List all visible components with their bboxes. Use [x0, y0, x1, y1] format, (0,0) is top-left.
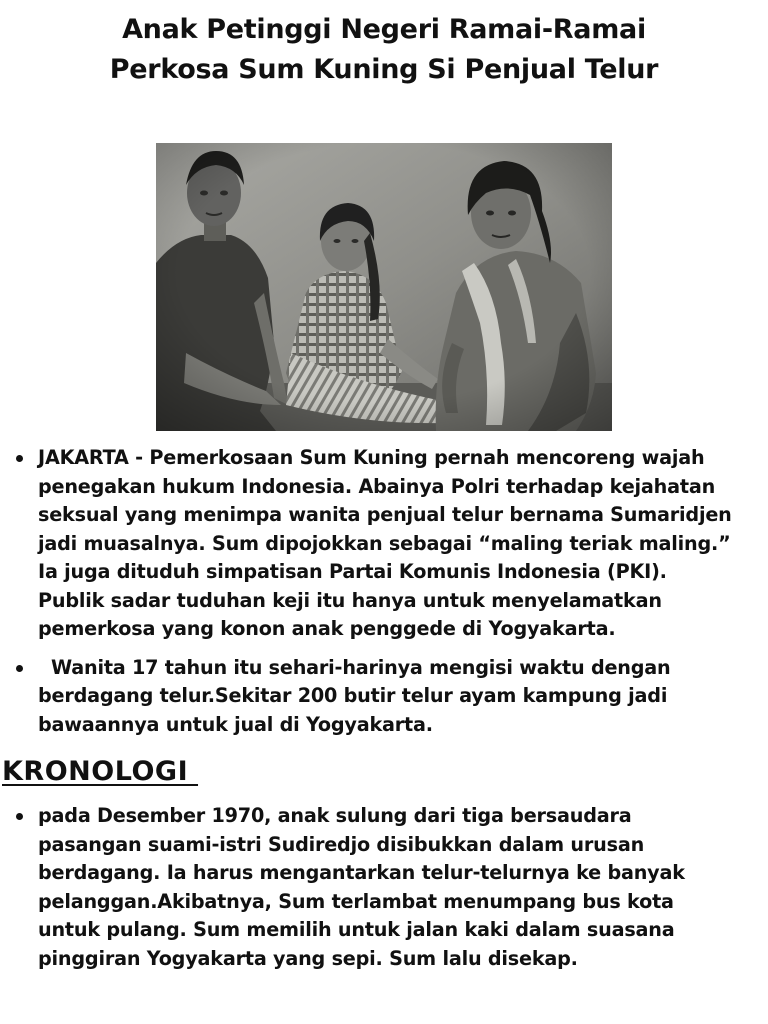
intro-paragraph-1: JAKARTA - Pemerkosaan Sum Kuning pernah mencoreng wajah penegakan hukum Indonesia. Abainya Polri terhadap kejahatan seksual yang menimpa wanita penjual telur bernama Sumaridjen jadi muasalnya. Sum dipojokkan sebagai “maling teriak maling.” Ia juga dituduh simpatisan Partai Komunis Indonesia (PKI). Publik sadar tuduhan keji itu hanya untuk menyelamatkan pemerkosa yang konon anak penggede di Yogyakarta.	[38, 444, 738, 644]
photo-image	[156, 143, 612, 431]
article-title: Anak Petinggi Negeri Ramai-Ramai Perkosa Sum Kuning Si Penjual Telur	[109, 14, 659, 85]
chronology-list	[38, 802, 738, 983]
chronology-paragraph-1: pada Desember 1970, anak sulung dari tiga bersaudara pasangan suami-istri Sudiredjo disibukkan dalam urusan berdagang. Ia harus mengantarkan telur-telurnya ke banyak pelanggan.Akibatnya, Sum terlambat menumpang bus kota untuk pulang. Sum memilih untuk jalan kaki dalam suasana pinggiran Yogyakarta yang sepi. Sum lalu disekap.	[38, 802, 738, 973]
intro-paragraph-2: Wanita 17 tahun itu sehari-harinya mengisi waktu dengan berdagang telur.Sekitar 200 butir telur ayam kampung jadi bawaannya untuk jual di Yogyakarta.	[38, 654, 738, 740]
intro-list	[38, 444, 738, 749]
article-photo	[156, 143, 612, 431]
section-heading-kronologi: KRONOLOGI	[2, 756, 199, 787]
